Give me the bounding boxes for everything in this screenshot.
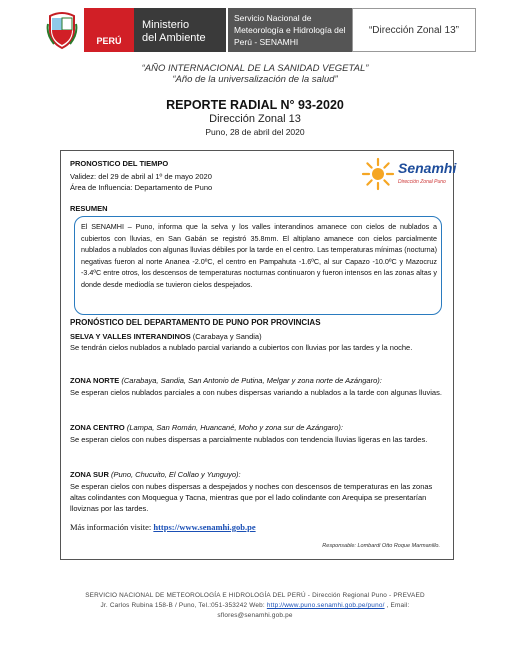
centro-provinces: (Lampa, San Román, Huancané, Moho y zona sur de Azángaro): — [124, 423, 343, 432]
norte-heading-label: ZONA NORTE — [70, 376, 120, 385]
selva-heading — [70, 331, 262, 342]
more-info — [70, 522, 256, 532]
centro-heading — [70, 422, 343, 433]
selva-text: Se tendrán cielos nublados a nublado parcial variando a cubiertos con lluvias por las tardes y la noche. — [70, 343, 413, 352]
more-info-label: Más información visite: — [70, 522, 154, 532]
ministry-label — [134, 8, 226, 52]
centro-heading-label: ZONA CENTRO — [70, 423, 125, 432]
responsible-note: Responsable: Lombardi Otto Roque Marmanillo. — [322, 543, 440, 549]
sur-provinces: (Puno, Chucuito, El Collao y Yunguyo): — [108, 470, 241, 479]
norte-heading — [70, 375, 382, 386]
selva-heading-label: SELVA Y VALLES INTERANDINOS — [70, 332, 191, 341]
sur-text: Se esperan cielos con nubes dispersas a despejados y noches con descensos de temperaturas en las zonas altas colindantes con Moquegua y Tacna, mientras que por el lado colindante con Arequipa se presentarían lloviznas por las tardes. — [70, 482, 433, 513]
sur-heading — [70, 469, 241, 480]
motto-line-2: “Año de la universalización de la salud” — [172, 74, 338, 85]
footer-email: sflores@senamhi.gob.pe — [217, 612, 293, 619]
ministry-line-1: Ministerio — [142, 19, 190, 31]
report-direction: Dirección Zonal 13 — [209, 113, 301, 125]
footer-line-1: SERVICIO NACIONAL DE METEOROLOGÍA E HIDROLOGÍA DEL PERÚ - Dirección Regional Puno - PREVAED — [85, 592, 425, 599]
department-forecast-title: PRONÓSTICO DEL DEPARTAMENTO DE PUNO POR PROVINCIAS — [70, 318, 321, 327]
forecast-title: PRONOSTICO DEL TIEMPO — [70, 159, 169, 168]
forecast-area: Área de Influencia: Departamento de Puno — [70, 183, 213, 192]
peru-coat-of-arms-icon — [46, 10, 78, 50]
senamhi-label — [228, 8, 352, 52]
summary-title: RESUMEN — [70, 204, 108, 213]
forecast-validity: Validez: del 29 de abril al 1º de mayo 2020 — [70, 172, 212, 181]
ministry-line-2: del Ambiente — [142, 32, 206, 44]
norte-text: Se esperan cielos nublados parciales a con nubes dispersas variando a nublados a la tarde con algunas lluvias. — [70, 388, 442, 397]
senamhi-logo-subtitle: Dirección Zonal Puno — [398, 179, 446, 185]
report-place-date: Puno, 28 de abril del 2020 — [205, 127, 305, 137]
senamhi-logo-text: Senamhi — [398, 160, 457, 176]
peru-label: PERÚ — [84, 8, 134, 52]
summary-text: El SENAMHI – Puno, informa que la selva y los valles interandinos amanece con cielos de nublados a cubiertos con lluvias, en San Gabán se registró 35.8mm. El altiplano amanece con cielos parcialmente nublados a nublados con algunas lluvias débiles por la tarde en el centro. Las temperaturas mínimas (nocturna) negativas fueron al norte Ananea -2.0ºC, el centro en Pampahuta -1.6ºC, al sur Capazo -10.0ºC y Mazocruz -3.4ºC entre otros, los descensos de temperaturas nocturnas continuaron y fueron intensos en las zonas altas y donde desde mediodía se tuvieron cielos despejados. — [81, 222, 437, 289]
selva-provinces: (Carabaya y Sandia) — [190, 332, 262, 341]
footer-address: Jr. Carlos Rubina 158-B / Puno, Tel.:051-353242 Web: — [100, 602, 267, 609]
footer-email-label: , Email: — [384, 602, 410, 609]
zone-label: “Dirección Zonal 13” — [352, 8, 476, 52]
senamhi-website-link[interactable]: https://www.senamhi.gob.pe — [153, 522, 256, 532]
sur-heading-label: ZONA SUR — [70, 470, 109, 479]
footer-line-2 — [0, 602, 510, 609]
footer-web-link[interactable]: http://www.puno.senamhi.gob.pe/puno/ — [266, 602, 385, 609]
norte-provinces: (Carabaya, Sandia, San Antonio de Putina, Melgar y zona norte de Azángaro): — [119, 376, 382, 385]
centro-text: Se esperan cielos con nubes dispersas a parcialmente nublados con tendencia lluvias ligeras en las tardes. — [70, 435, 428, 444]
senamhi-line-3: Perú - SENAMHI — [234, 37, 299, 47]
senamhi-line-2: Meteorología e Hidrología del — [234, 25, 346, 35]
report-title: REPORTE RADIAL N° 93-2020 — [166, 98, 344, 112]
senamhi-line-1: Servicio Nacional de — [234, 13, 312, 23]
motto-line-1: “AÑO INTERNACIONAL DE LA SANIDAD VEGETAL” — [141, 63, 369, 74]
